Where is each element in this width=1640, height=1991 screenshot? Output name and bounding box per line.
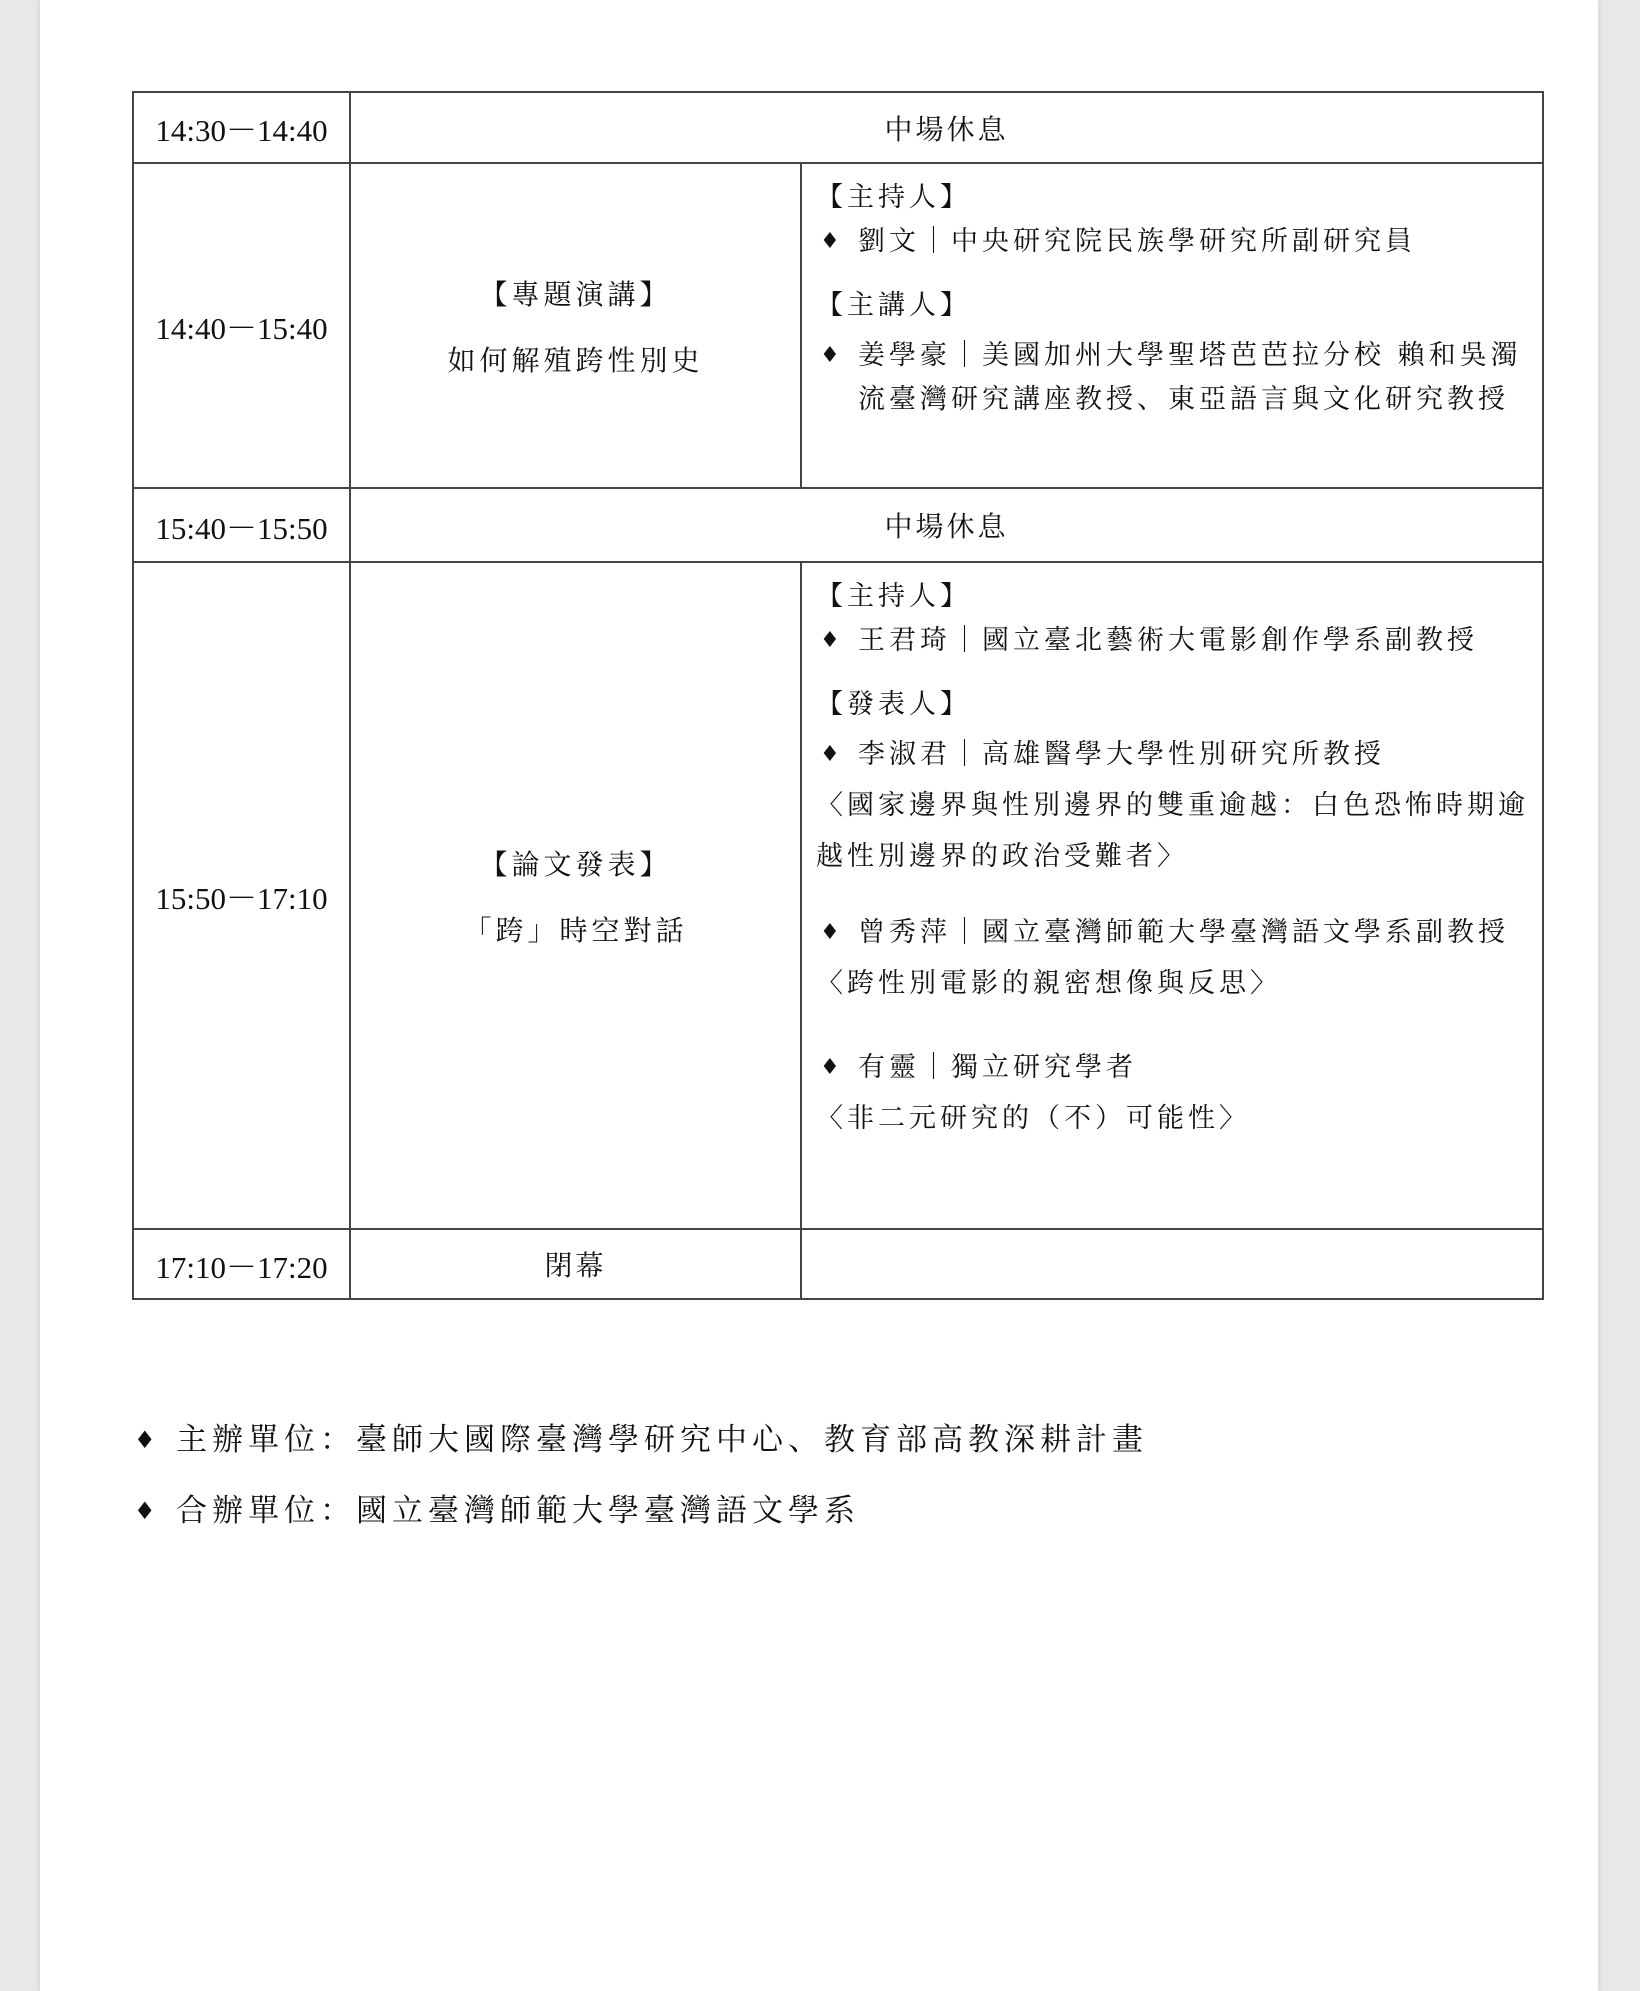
organizer-text: 主辦單位：臺師大國際臺灣學研究中心、教育部高教深耕計畫 xyxy=(176,1422,1148,1458)
presenter-name: 曾秀萍｜國立臺灣師範大學臺灣語文學系副教授 xyxy=(858,917,1509,948)
list-item xyxy=(816,334,1532,422)
speaker-affiliation: 流臺灣研究講座教授、東亞語言與文化研究教授 xyxy=(858,384,1509,415)
footer-notes xyxy=(134,1405,1148,1547)
table-row xyxy=(133,488,1543,562)
presenter-label: 【發表人】 xyxy=(816,689,971,720)
host-label: 【主持人】 xyxy=(816,581,971,612)
session-cell: 閉幕 xyxy=(350,1229,801,1299)
diamond-bullet-icon: ♦ xyxy=(820,742,844,767)
list-item xyxy=(816,1046,1532,1090)
host-name: 王君琦｜國立臺北藝術大電影創作學系副教授 xyxy=(858,625,1478,656)
time-cell: 17:10－17:20 xyxy=(133,1229,350,1299)
diamond-bullet-icon: ♦ xyxy=(134,1426,161,1454)
presenter-name: 有靈｜獨立研究學者 xyxy=(858,1052,1137,1083)
session-cell xyxy=(350,163,801,488)
session-title: 「跨」時空對話 xyxy=(463,913,688,947)
list-item xyxy=(816,733,1532,777)
detail-cell xyxy=(801,163,1543,488)
speaker-name: 姜學豪｜美國加州大學聖塔芭芭拉分校 賴和吳濁 xyxy=(858,340,1522,371)
time-cell: 14:30－14:40 xyxy=(133,92,350,163)
list-item xyxy=(816,619,1532,663)
session-cell xyxy=(350,562,801,1229)
host-name: 劉文｜中央研究院民族學研究所副研究員 xyxy=(858,226,1416,257)
co-organizer-text: 合辦單位：國立臺灣師範大學臺灣語文學系 xyxy=(176,1493,860,1529)
detail-cell xyxy=(801,562,1543,1229)
session-type: 【專題演講】 xyxy=(479,277,672,311)
diamond-bullet-icon: ♦ xyxy=(820,343,844,368)
empty-cell xyxy=(801,1229,1543,1299)
table-row xyxy=(133,562,1543,1229)
list-item xyxy=(816,220,1532,264)
document-page xyxy=(40,0,1598,1991)
schedule-table xyxy=(132,91,1544,1300)
diamond-bullet-icon: ♦ xyxy=(820,229,844,254)
speaker-label: 【主講人】 xyxy=(816,290,971,321)
diamond-bullet-icon: ♦ xyxy=(134,1497,161,1525)
paper-title: 〈非二元研究的（不）可能性〉 xyxy=(816,1103,1250,1134)
session-type: 【論文發表】 xyxy=(479,847,672,881)
organizer-line xyxy=(134,1405,1148,1476)
diamond-bullet-icon: ♦ xyxy=(820,920,844,945)
time-cell: 15:40－15:50 xyxy=(133,488,350,562)
diamond-bullet-icon: ♦ xyxy=(820,1055,844,1080)
paper-title: 〈跨性別電影的親密想像與反思〉 xyxy=(816,968,1281,999)
table-row xyxy=(133,163,1543,488)
table-row xyxy=(133,92,1543,163)
session-title: 如何解殖跨性別史 xyxy=(447,343,704,377)
time-cell: 14:40－15:40 xyxy=(133,163,350,488)
presenter-name: 李淑君｜高雄醫學大學性別研究所教授 xyxy=(858,739,1385,770)
table-row xyxy=(133,1229,1543,1299)
paper-title: 〈國家邊界與性別邊界的雙重逾越：白色恐怖時期逾 xyxy=(816,790,1529,821)
break-cell: 中場休息 xyxy=(350,92,1543,163)
break-cell: 中場休息 xyxy=(350,488,1543,562)
list-item xyxy=(816,911,1532,955)
diamond-bullet-icon: ♦ xyxy=(820,628,844,653)
co-organizer-line xyxy=(134,1476,1148,1547)
host-label: 【主持人】 xyxy=(816,182,971,213)
time-cell: 15:50－17:10 xyxy=(133,562,350,1229)
paper-title: 越性別邊界的政治受難者〉 xyxy=(816,841,1188,872)
